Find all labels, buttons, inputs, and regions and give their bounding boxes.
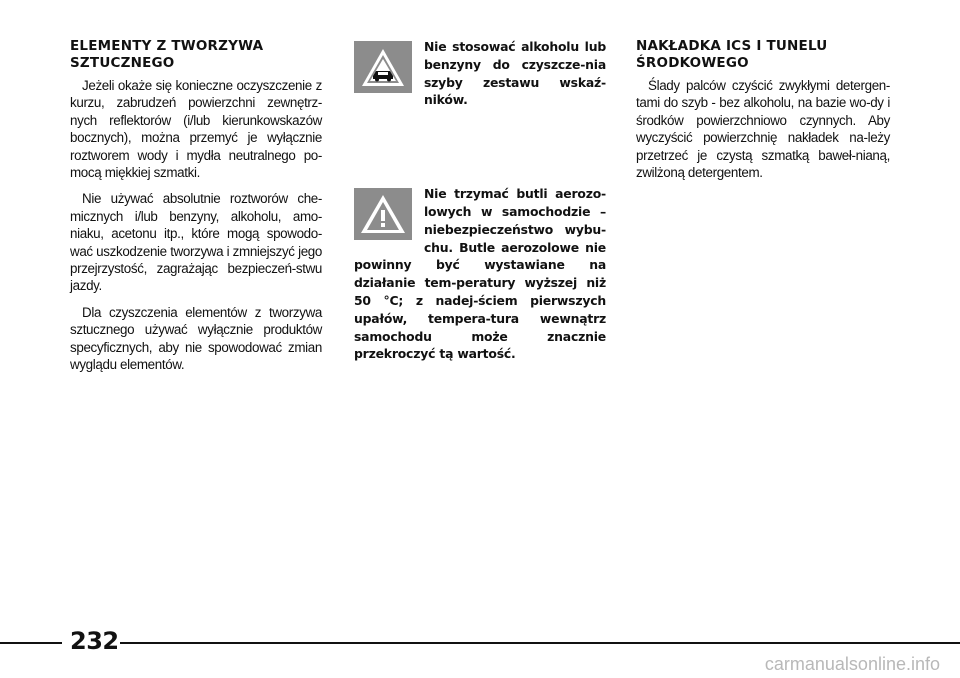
warning-box-aerosol bbox=[354, 185, 606, 363]
paragraph: Ślady palców czyścić zwykłymi detergen-tami do szyb - bez alkoholu, na bazie wo-dy i środków powierzchniowo czynnych. Aby wyczyścić powierzchnię nakładek na-leży przetrzeć je czystą szmatką baweł-nianą, zwilżoną detergentem. bbox=[636, 78, 890, 181]
right-column bbox=[636, 38, 890, 190]
section-heading-plastic-elements: ELEMENTY Z TWORZYWA SZTUCZNEGO bbox=[70, 38, 264, 71]
no-alcohol-windshield-icon bbox=[354, 41, 412, 93]
warning-text: Nie stosować alkoholu lub benzyny do czyszcze-nia szyby zestawu wskaź-ników. bbox=[424, 39, 606, 108]
left-column bbox=[70, 38, 322, 383]
footer-rule bbox=[0, 642, 62, 644]
paragraph: Nie używać absolutnie roztworów che-micznych i/lub benzyny, alkoholu, amo-niaku, acetonu itp., które mogą spowodo-wać uszkodzenie tworzywa i zmniejszyć jego przejrzystość, zagrażając bezpieczeń-stwu jazdy. bbox=[70, 191, 322, 294]
footer-rule bbox=[120, 642, 960, 644]
middle-column bbox=[354, 38, 606, 363]
warning-triangle-icon bbox=[354, 188, 412, 240]
warning-box-alcohol bbox=[354, 38, 606, 109]
paragraph: Dla czyszczenia elementów z tworzywa sztucznego używać wyłącznie produktów specyficznych, aby nie spowodować zmian wyglądu elementów. bbox=[70, 304, 322, 373]
warning-text: Nie trzymać butli aerozo-lowych w samochodzie – niebezpieczeństwo wybu-chu. Butle aerozolowe nie powinny być wystawiane na działanie tem-peratury wyższej niż 50 °C; z nadej-ściem pierwszych upałów, tempera-tura wewnątrz samochodu może znacznie przekroczyć tą wartość. bbox=[354, 186, 606, 362]
paragraph: Jeżeli okaże się konieczne oczyszczenie z kurzu, zabrudzeń powierzchni zewnętrz-nych reflektorów (i/lub kierunkowskazów bocznych), można przemyć je wyłącznie roztworem wody i mydła neutralnego po-mocą miękkiej szmatki. bbox=[70, 78, 322, 181]
watermark: carmanualsonline.info bbox=[764, 654, 940, 674]
section-heading-ics-trim: NAKŁADKA ICS I TUNELU ŚRODKOWEGO bbox=[636, 38, 828, 71]
page-number: 232 bbox=[70, 627, 119, 655]
